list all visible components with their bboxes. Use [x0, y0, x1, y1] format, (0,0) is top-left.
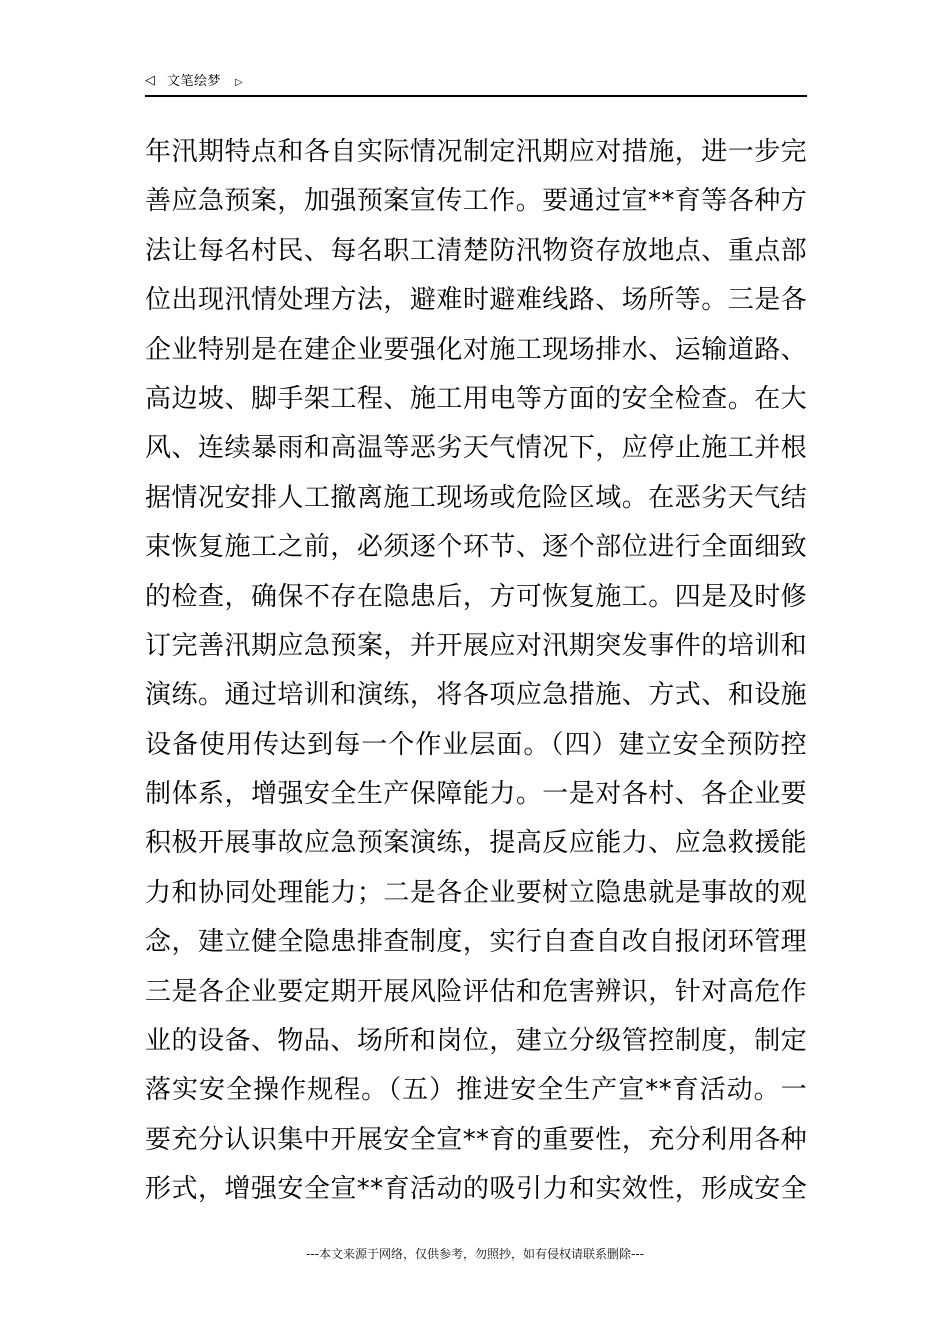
text-line: 演练。通过培训和演练，将各项应急措施、方式、和设施 — [145, 680, 807, 711]
header-title: 文笔绘梦 — [167, 74, 222, 89]
footer-disclaimer: ---本文来源于网络，仅供参考，勿照抄，如有侵权请联系删除--- — [306, 1247, 644, 1261]
text-line: 法让每名村民、每名职工清楚防汛物资存放地点、重点部 — [145, 235, 807, 266]
text-line: 据情况安排人工撤离施工现场或危险区域。在恶劣天气结 — [145, 482, 807, 513]
header-divider — [145, 95, 807, 97]
text-line: 企业特别是在建企业要强化对施工现场排水、运输道路、 — [145, 334, 807, 365]
text-line: 订完善汛期应急预案，并开展应对汛期突发事件的培训和 — [145, 630, 807, 661]
text-line: 落实安全操作规程。（五）推进安全生产宣**育活动。一 — [145, 1075, 807, 1106]
text-line: 形式，增强安全宣**育活动的吸引力和实效性，形成安全 — [145, 1174, 807, 1205]
text-line: 力和协同处理能力；二是各企业要树立隐患就是事故的观 — [145, 877, 807, 908]
body-text — [145, 128, 807, 1215]
text-line: 要充分认识集中开展安全宣**育的重要性，充分利用各种 — [145, 1124, 807, 1155]
text-line: 高边坡、脚手架工程、施工用电等方面的安全检查。在大 — [145, 383, 807, 414]
text-line: 积极开展事故应急预案演练，提高反应能力、应急救援能 — [145, 828, 807, 859]
text-line: 束恢复施工之前，必须逐个环节、逐个部位进行全面细致 — [145, 532, 807, 563]
text-line: 位出现汛情处理方法，避难时避难线路、场所等。三是各 — [145, 285, 807, 316]
text-line: 风、连续暴雨和高温等恶劣天气情况下，应停止施工并根 — [145, 433, 807, 464]
text-line: 业的设备、物品、场所和岗位，建立分级管控制度，制定 — [145, 1026, 807, 1057]
text-line: 制体系，增强安全生产保障能力。一是对各村、各企业要 — [145, 779, 807, 810]
text-line: 善应急预案，加强预案宣传工作。要通过宣**育等各种方 — [145, 186, 807, 217]
text-line: 年汛期特点和各自实际情况制定汛期应对措施，进一步完 — [145, 137, 807, 167]
text-line: 的检查，确保不存在隐患后，方可恢复施工。四是及时修 — [145, 581, 807, 612]
page-header — [145, 70, 807, 98]
text-line: 念，建立健全隐患排查制度，实行自查自改自报闭环管理 — [145, 927, 807, 958]
text-line: 三是各企业要定期开展风险评估和危害辨识，针对高危作 — [145, 976, 807, 1007]
right-triangle-icon: ▷ — [235, 77, 243, 88]
text-line: 设备使用传达到每一个作业层面。（四）建立安全预防控 — [145, 729, 807, 760]
left-triangle-icon: ◁ — [145, 73, 155, 88]
